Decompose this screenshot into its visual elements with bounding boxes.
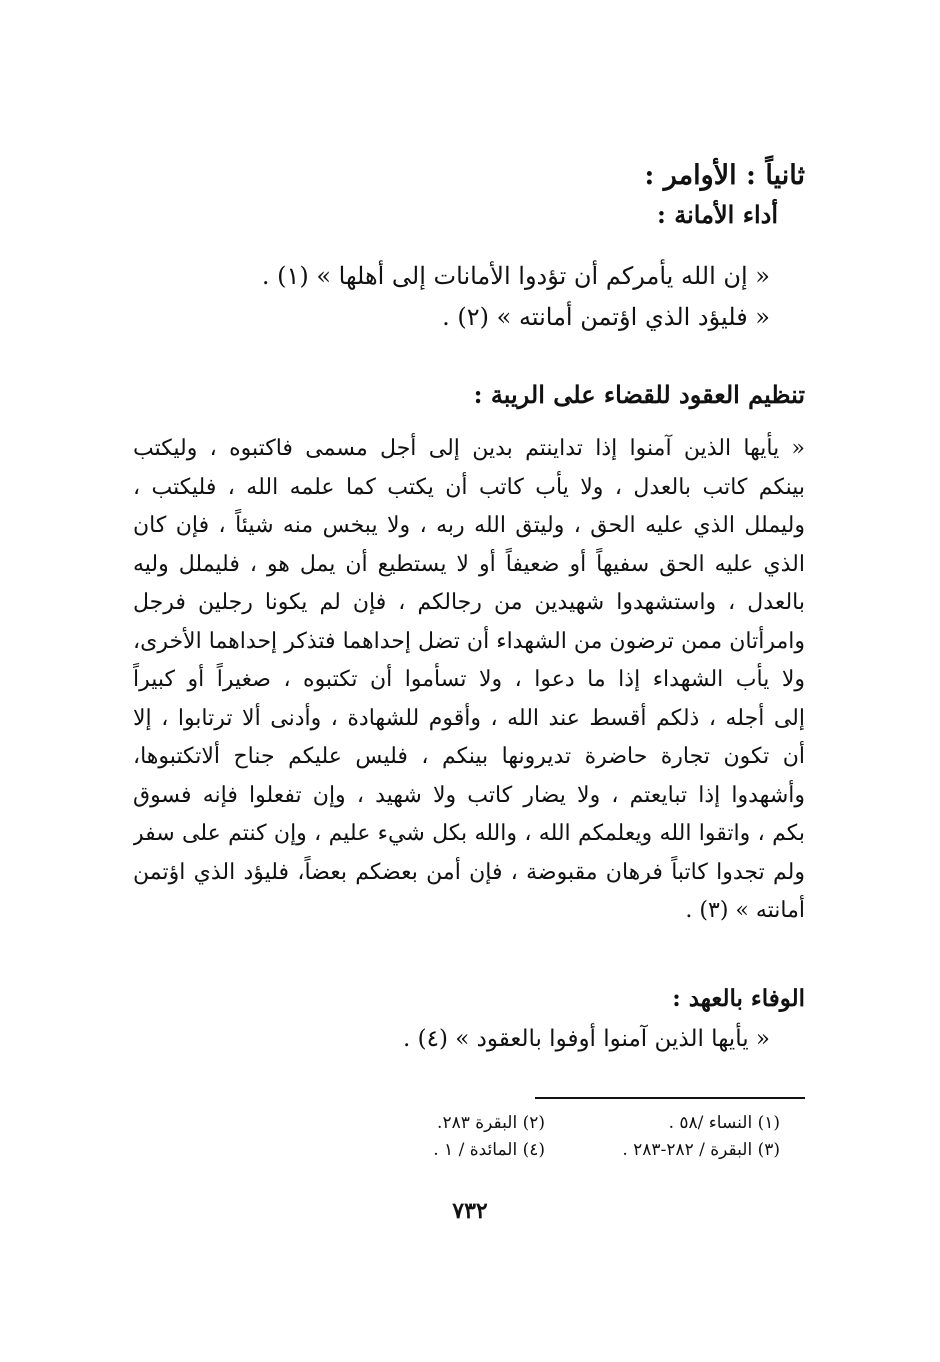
quote-covenant: « يأيها الذين آمنوا أوفوا بالعقود » (٤) . bbox=[402, 1026, 770, 1052]
verse-line: بالعدل ، واستشهدوا شهيدين من رجالكم ، فإن لم يكونا رجلين فرجل bbox=[133, 590, 805, 615]
section-heading-commands: ثانياً : الأوامر : bbox=[644, 160, 805, 191]
page-number: ٧٣٢ bbox=[452, 1198, 488, 1224]
verse-line: وامرأتان ممن ترضون من الشهداء أن تضل إحداهما فتذكر إحداهما الأخرى، bbox=[133, 628, 805, 654]
verse-line: « يأيها الذين آمنوا إذا تداينتم بدين إلى أجل مسمى فاكتبوه ، وليكتب bbox=[133, 436, 805, 461]
verse-paragraph bbox=[133, 430, 805, 931]
footnote-4: (٤) المائدة / ١ . bbox=[433, 1140, 545, 1160]
verse-line: وأشهدوا إذا تبايعتم ، ولا يضار كاتب ولا شهيد ، وإن تفعلوا فإنه فسوق bbox=[133, 782, 805, 808]
verse-line: بينكم كاتب بالعدل ، ولا يأب كاتب أن يكتب كما علمه الله ، فليكتب ، bbox=[133, 474, 805, 500]
quote-trust-1: « إن الله يأمركم أن تؤدوا الأمانات إلى أهلها » (١) . bbox=[261, 262, 770, 290]
footnote-2: (٢) البقرة ٢٨٣. bbox=[437, 1113, 545, 1133]
footnote-divider bbox=[535, 1097, 805, 1099]
verse-line: إلى أجله ، ذلكم أقسط عند الله ، وأقوم للشهادة ، وأدنى ألا ترتابوا ، إلا bbox=[133, 705, 805, 731]
verse-line: ولا يأب الشهداء إذا ما دعوا ، ولا تسأموا أن تكتبوه ، صغيراً أو كبيراً bbox=[133, 667, 805, 692]
verse-line: أن تكون تجارة حاضرة تديرونها بينكم ، فليس عليكم جناح ألاتكتبوها، bbox=[133, 744, 805, 769]
verse-line: وليملل الذي عليه الحق ، وليتق الله ربه ، ولا يبخس منه شيئاً ، فإن كان bbox=[133, 513, 805, 538]
footnote-1: (١) النساء /٥٨ . bbox=[668, 1113, 780, 1133]
subheading-covenant: الوفاء بالعهد : bbox=[672, 985, 805, 1012]
subheading-contracts: تنظيم العقود للقضاء على الريبة : bbox=[473, 380, 805, 409]
subheading-trust: أداء الأمانة : bbox=[657, 200, 778, 229]
verse-line: بكم ، واتقوا الله ويعلمكم الله ، والله بكل شيء عليم ، وإن كنتم على سفر bbox=[133, 821, 805, 846]
quote-trust-2: « فليؤد الذي اؤتمن أمانته » (٢) . bbox=[442, 303, 770, 331]
footnote-3: (٣) البقرة / ٢٨٢-٢٨٣ . bbox=[622, 1140, 780, 1160]
verse-line: الذي عليه الحق سفيهاً أو ضعيفاً أو لا يستطيع أن يمل هو ، فليملل وليه bbox=[133, 551, 805, 577]
verse-line: أمانته » (٣) . bbox=[685, 898, 805, 923]
verse-line: ولم تجدوا كاتباً فرهان مقبوضة ، فإن أمن بعضكم بعضاً، فليؤد الذي اؤتمن bbox=[133, 859, 805, 885]
